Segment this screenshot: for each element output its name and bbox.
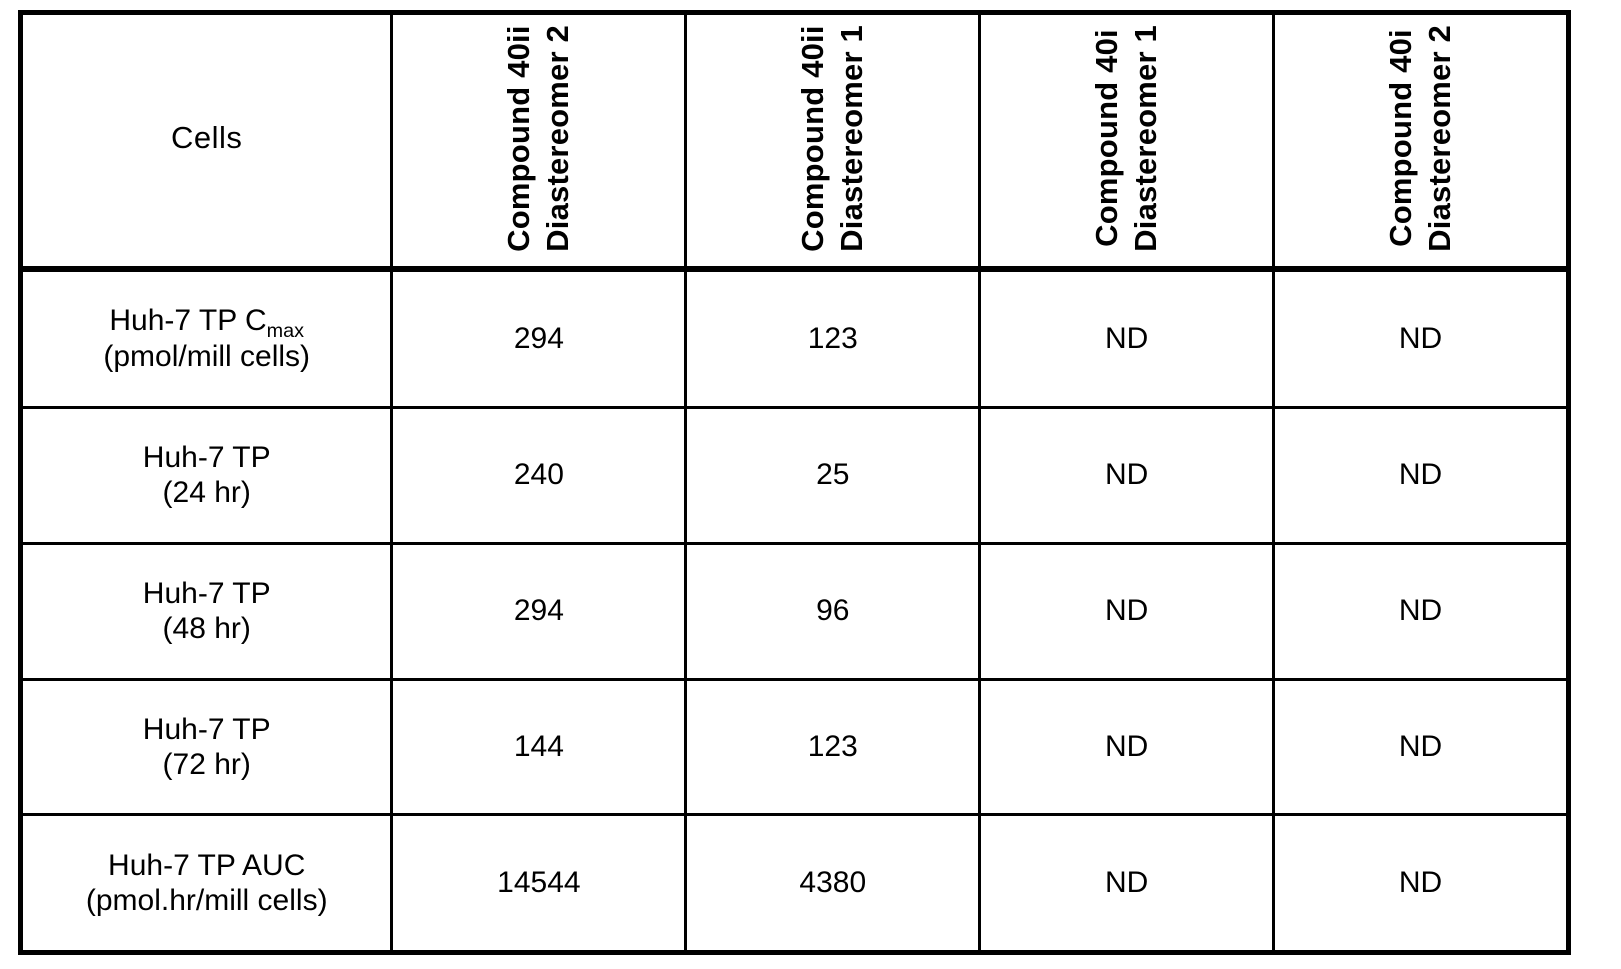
table-cell: 123 xyxy=(686,269,980,408)
table-cell: 14544 xyxy=(392,815,686,953)
table-cell: 25 xyxy=(686,407,980,543)
column-header-compound-40ii-diastereomer-2 xyxy=(392,13,686,269)
table-cell: ND xyxy=(1274,407,1569,543)
column-header-compound-40i-diastereomer-1 xyxy=(980,13,1274,269)
table-cell: 4380 xyxy=(686,815,980,953)
table-cell: ND xyxy=(1274,543,1569,679)
table-cell: ND xyxy=(980,269,1274,408)
column-header-compound-40i-diastereomer-2 xyxy=(1274,13,1569,269)
column-header-cells xyxy=(21,13,392,269)
table-row xyxy=(21,407,1569,543)
table-cell: ND xyxy=(980,543,1274,679)
row-header-line2: (pmol.hr/mill cells) xyxy=(85,884,328,918)
column-header-compound-40ii-diastereomer-1 xyxy=(686,13,980,269)
table-body xyxy=(21,269,1569,953)
table-cell: ND xyxy=(1274,679,1569,815)
table-row xyxy=(21,679,1569,815)
column-header-cells-label: Cells xyxy=(171,120,243,156)
table-cell: 144 xyxy=(392,679,686,815)
table-cell: 240 xyxy=(392,407,686,543)
row-header-line1: Huh-7 TP xyxy=(142,576,271,610)
table-row xyxy=(21,543,1569,679)
row-header xyxy=(21,269,392,408)
table-header xyxy=(21,13,1569,269)
table-container xyxy=(18,10,1571,955)
results-table xyxy=(18,10,1571,955)
column-header-compound-40ii-diastereomer-2-inner xyxy=(393,15,684,266)
row-header-line1: Huh-7 TP C xyxy=(109,304,267,338)
row-header xyxy=(21,407,392,543)
row-header-line2: (72 hr) xyxy=(162,747,251,781)
row-header xyxy=(21,543,392,679)
row-header-line1: Huh-7 TP xyxy=(142,712,271,746)
row-header xyxy=(21,679,392,815)
column-header-compound-40ii-diastereomer-1-inner xyxy=(687,15,978,266)
column-header-compound-40i-diastereomer-2-label: Compound 40i Diastereomer 2 xyxy=(1382,25,1457,252)
row-header-line1: Huh-7 TP AUC xyxy=(108,848,306,882)
table-cell: ND xyxy=(980,679,1274,815)
row-header-line1: Huh-7 TP xyxy=(142,440,271,474)
column-header-compound-40i-diastereomer-1-inner xyxy=(981,15,1272,266)
column-header-compound-40i-diastereomer-1-label: Compound 40i Diastereomer 1 xyxy=(1088,25,1163,252)
table-cell: ND xyxy=(1274,815,1569,953)
table-cell: 123 xyxy=(686,679,980,815)
table-cell: 96 xyxy=(686,543,980,679)
row-header-subscript: max xyxy=(266,320,305,343)
table-cell: 294 xyxy=(392,269,686,408)
row-header xyxy=(21,815,392,953)
column-header-compound-40ii-diastereomer-1-label: Compound 40ii Diastereomer 1 xyxy=(795,25,869,252)
row-header-line2: (pmol/mill cells) xyxy=(103,339,311,373)
column-header-cells-inner xyxy=(23,15,390,266)
table-cell: 294 xyxy=(392,543,686,679)
table-header-row xyxy=(21,13,1569,269)
table-row xyxy=(21,815,1569,953)
row-header-line2: (48 hr) xyxy=(162,612,251,646)
table-cell: ND xyxy=(980,815,1274,953)
row-header-line2: (24 hr) xyxy=(162,476,251,510)
column-header-compound-40ii-diastereomer-2-label: Compound 40ii Diastereomer 2 xyxy=(501,25,575,252)
table-cell: ND xyxy=(980,407,1274,543)
table-cell: ND xyxy=(1274,269,1569,408)
column-header-compound-40i-diastereomer-2-inner xyxy=(1275,15,1566,266)
table-row xyxy=(21,269,1569,408)
